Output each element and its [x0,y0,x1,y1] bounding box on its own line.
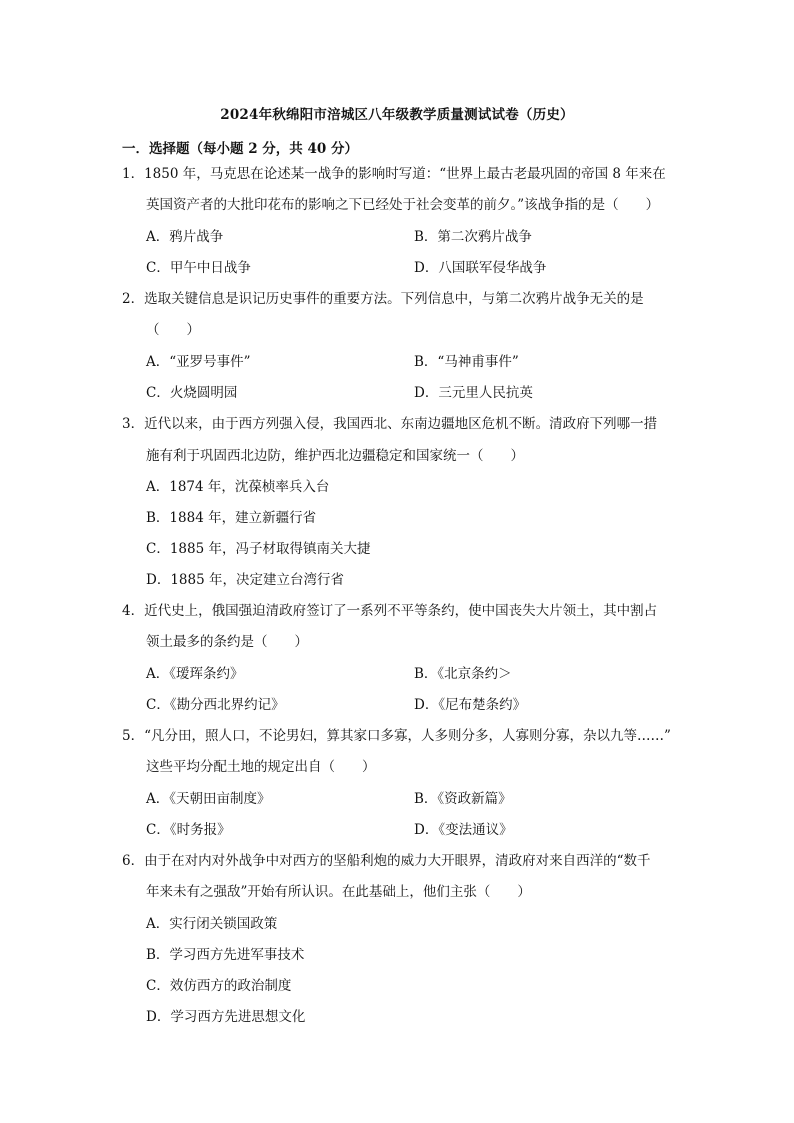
question-4-line-2: 领土最多的条约是（ ） [146,634,308,650]
question-6-option-a: A．实行闭关锁国政策 [146,916,278,932]
question-3-option-a: A．1874 年，沈葆桢率兵入台 [146,479,330,495]
question-6-option-d: D．学习西方先进思想文化 [146,1009,306,1025]
question-5-option-d: D．《变法通议》 [414,822,513,838]
question-1-option-b: B．第二次鸦片战争 [414,229,532,245]
question-1-line-1: 1．1850 年，马克思在论述某一战争的影响时写道：“世界上最古老最巩固的帝国 8 年来在 [122,166,666,182]
question-1-option-a: A．鸦片战争 [146,229,224,245]
question-2-option-a: A．“亚罗号事件” [146,354,251,370]
question-5-line-2: 这些平均分配土地的规定出自（ ） [146,759,376,775]
question-3-option-d: D．1885 年，决定建立台湾行省 [146,572,344,588]
question-1-option-c: C．甲午中日战争 [146,260,251,276]
question-2-option-d: D．三元里人民抗英 [414,385,533,401]
question-2-line-2: （ ） [146,322,200,338]
question-4-option-d: D．《尼布楚条约》 [414,697,527,713]
question-5-option-a: A．《天朝田亩制度》 [146,791,271,807]
question-3-line-2: 施有利于巩固西北边防，维护西北边疆稳定和国家统一（ ） [146,448,524,464]
question-3-option-c: C．1885 年，冯子材取得镇南关大捷 [146,541,371,557]
section-heading: 一．选择题（每小题 2 分，共 40 分） [122,141,358,157]
question-6-option-b: B．学习西方先进军事技术 [146,947,305,963]
question-5-line-1: 5．“凡分田，照人口，不论男妇，算其家口多寡，人多则分多，人寡则分寡，杂以九等……” [122,728,671,744]
question-1-line-2: 英国资产者的大批印花布的影响之下已经处于社会变革的前夕。”该战争指的是（ ） [146,197,660,213]
question-6-option-c: C．效仿西方的政治制度 [146,978,292,994]
question-4-option-b: B．《北京条约＞ [414,666,512,682]
question-1-option-d: D．八国联军侵华战争 [414,260,547,276]
question-5-option-b: B．《资政新篇》 [414,791,512,807]
question-4-option-c: C．《勘分西北界约记》 [146,697,285,713]
question-4-option-a: A．《瑷珲条约》 [146,666,244,682]
question-2-option-c: C．火烧圆明园 [146,385,238,401]
question-3-option-b: B．1884 年，建立新疆行省 [146,510,317,526]
question-6-line-2: 年来未有之强敌”开始有所认识。在此基础上，他们主张（ ） [146,884,531,900]
question-2-line-1: 2．选取关键信息是识记历史事件的重要方法。下列信息中，与第二次鸦片战争无关的是 [122,291,644,307]
question-4-line-1: 4．近代史上，俄国强迫清政府签订了一系列不平等条约，使中国丧失大片领土，其中割占 [122,603,658,619]
question-5-option-c: C．《时务报》 [146,822,231,838]
question-2-option-b: B．“马神甫事件” [414,354,519,370]
question-6-line-1: 6．由于在对内对外战争中对西方的坚船利炮的威力大开眼界，清政府对来自西洋的“数千 [122,853,651,869]
question-3-line-1: 3．近代以来，由于西方列强入侵，我国西北、东南边疆地区危机不断。清政府下列哪一措 [122,416,658,432]
exam-title: 2024年秋绵阳市涪城区八年级教学质量测试试卷（历史） [220,107,574,123]
